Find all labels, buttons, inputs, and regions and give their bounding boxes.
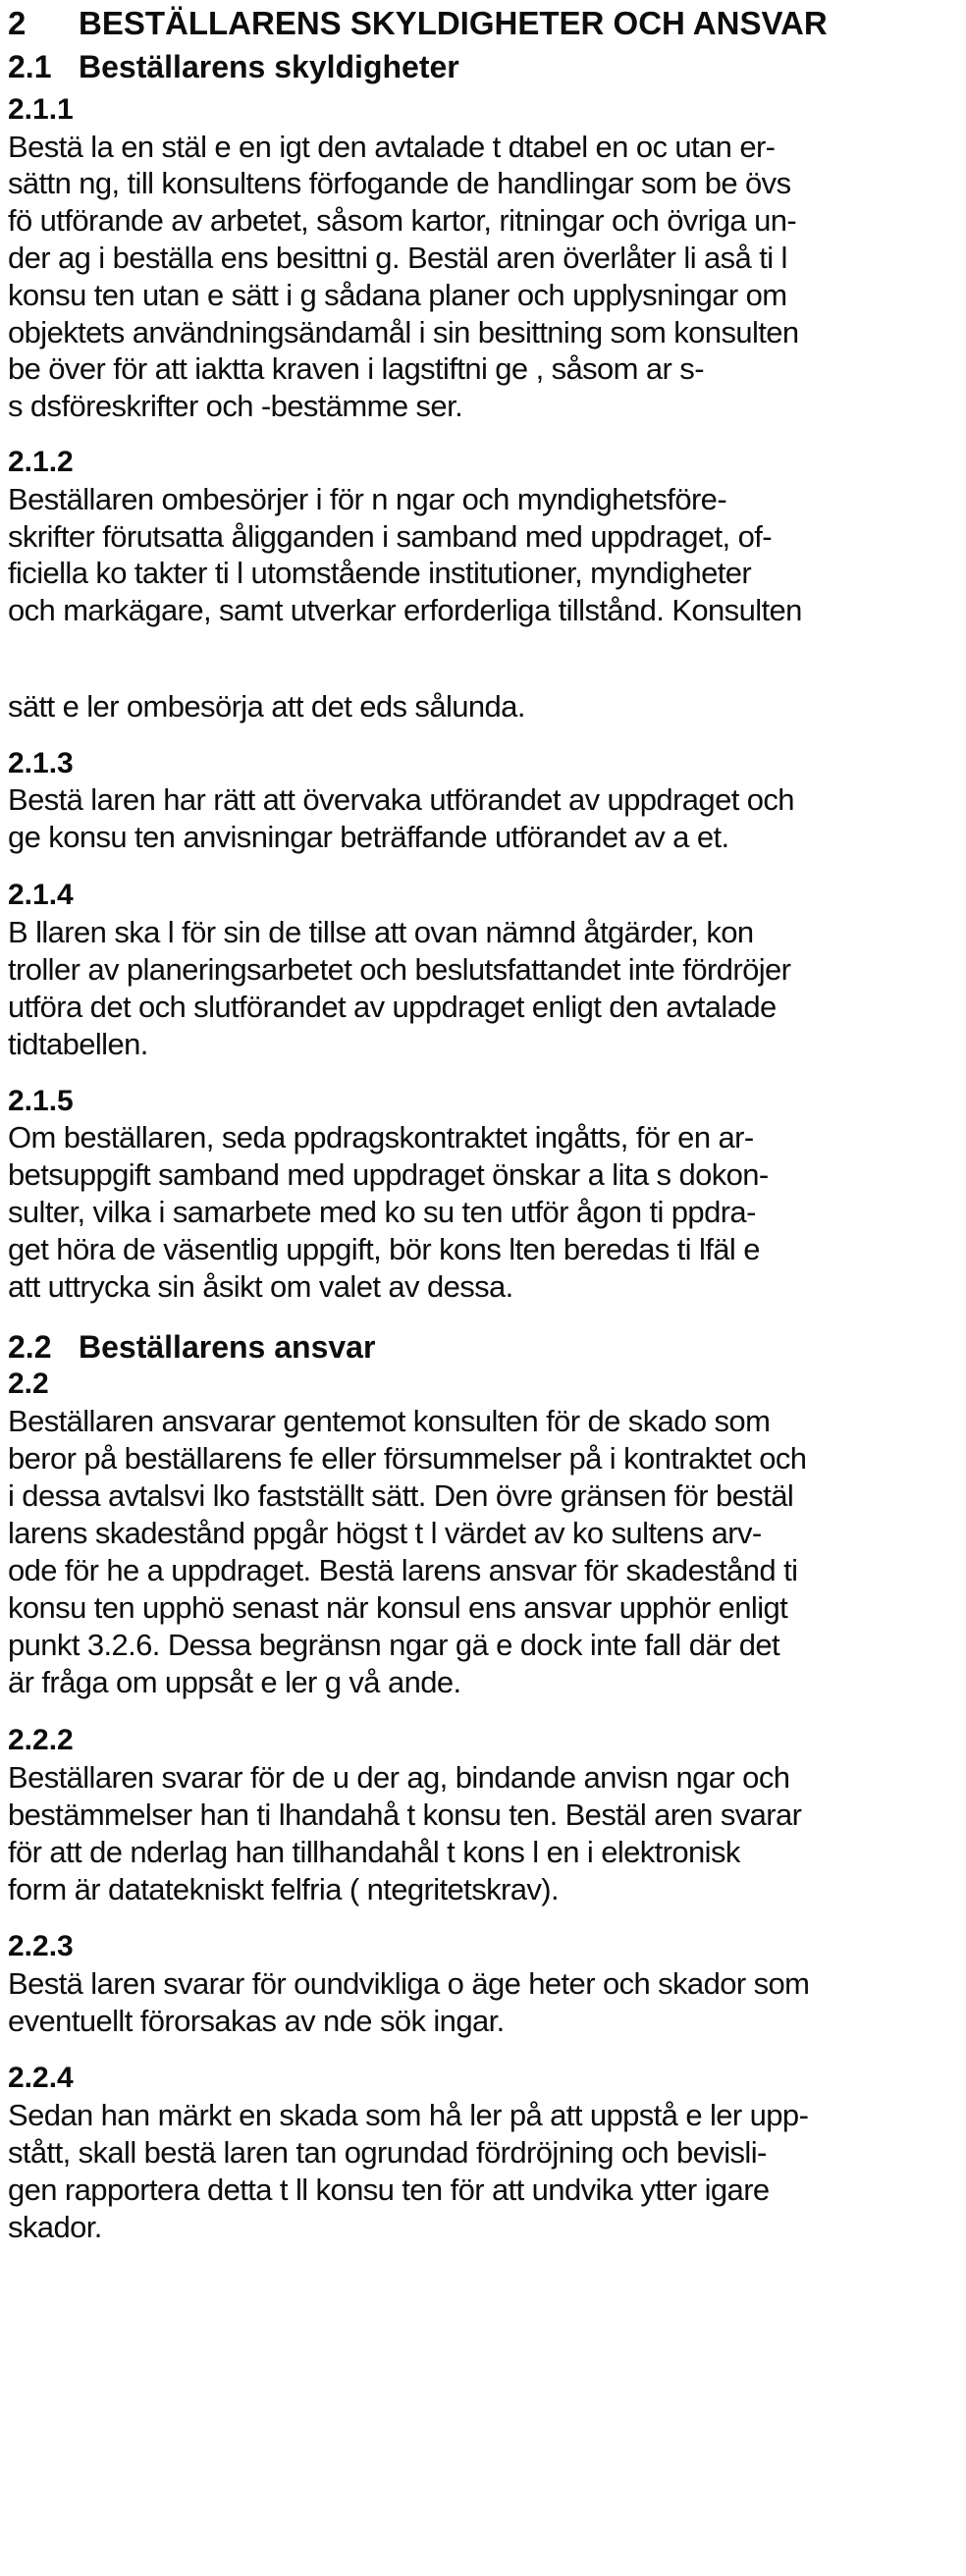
paragraph-line: der ag i beställa ens besittni g. Bestäl aren överlåter li aså ti l: [8, 241, 787, 275]
paragraph-number-2-1-3: 2.1.3: [8, 747, 74, 779]
paragraph-number-2-1-4: 2.1.4: [8, 879, 74, 911]
paragraph-line: ficiella ko takter ti l utomstående institutioner, myndigheter: [8, 556, 752, 590]
paragraph-line: fö utförande av arbetet, såsom kartor, ritningar och övriga un-: [8, 203, 797, 238]
subsection-number: 2.1: [8, 49, 52, 84]
paragraph-line: Om beställaren, seda ppdragskontraktet ingåtts, för en ar-: [8, 1120, 754, 1154]
paragraph-line: och markägare, samt utverkar erforderliga tillstånd. Konsulten: [8, 593, 802, 627]
paragraph-line: i dessa avtalsvi lko fastställt sätt. Den övre gränsen för bestäl: [8, 1478, 794, 1513]
paragraph-line: att uttrycka sin åsikt om valet av dessa.: [8, 1269, 513, 1304]
subsection-heading-2-2: [8, 1327, 375, 1367]
paragraph-line: beror på beställarens fe eller försummelser på i kontraktet och: [8, 1441, 807, 1476]
paragraph-number-2-2-2: 2.2.2: [8, 1724, 74, 1756]
paragraph-line: betsuppgift samband med uppdraget önskar a lita s dokon-: [8, 1157, 769, 1192]
paragraph-line: utföra det och slutförandet av uppdraget enligt den avtalade: [8, 990, 777, 1024]
paragraph-line: för att de nderlag han tillhandahål t kons l en i elektronisk: [8, 1835, 740, 1869]
paragraph-line: be över för att iaktta kraven i lagstiftni ge , såsom ar s-: [8, 351, 704, 386]
paragraph-line: Beställaren svarar för de u der ag, bindande anvisn ngar och: [8, 1760, 790, 1795]
subsection-number: 2.2: [8, 1329, 52, 1365]
paragraph-line: objektets användningsändamål i sin besittning som konsulten: [8, 315, 799, 349]
paragraph-line: skador.: [8, 2210, 102, 2244]
paragraph-line: Bestä laren har rätt att övervaka utförandet av uppdraget och: [8, 782, 794, 817]
paragraph-line: Sedan han märkt en skada som hå ler på att uppstå e ler upp-: [8, 2098, 809, 2132]
paragraph-line: gen rapportera detta t ll konsu ten för att undvika ytter igare: [8, 2173, 770, 2207]
paragraph-line: Beställaren ombesörjer i för n ngar och myndighetsföre-: [8, 482, 727, 516]
paragraph-number-2-1-1: 2.1.1: [8, 93, 74, 126]
paragraph-line: skrifter förutsatta åligganden i samband med uppdraget, of-: [8, 519, 772, 554]
paragraph-line: ode för he a uppdraget. Bestä larens ansvar för skadestånd ti: [8, 1553, 798, 1587]
paragraph-line: B llaren ska l för sin de tillse att ovan nämnd åtgärder, kon: [8, 915, 754, 949]
paragraph-line: sulter, vilka i samarbete med ko su ten utför ågon ti ppdra-: [8, 1195, 756, 1229]
paragraph-line: stått, skall bestä laren tan ogrundad fördröjning och bevisli-: [8, 2135, 767, 2170]
paragraph-line: troller av planeringsarbetet och beslutsfattandet inte fördröjer: [8, 952, 791, 987]
paragraph-line: tidtabellen.: [8, 1027, 148, 1061]
section-number: 2: [8, 5, 27, 41]
paragraph-number-2-1-2: 2.1.2: [8, 446, 74, 478]
section-heading: [8, 4, 828, 43]
paragraph-line: punkt 3.2.6. Dessa begränsn ngar gä e dock inte fall där det: [8, 1628, 780, 1662]
paragraph-line: konsu ten utan e sätt i g sådana planer och upplysningar om: [8, 278, 787, 312]
paragraph-line: bestämmelser han ti lhandahå t konsu ten. Bestäl aren svarar: [8, 1798, 802, 1832]
paragraph-number-2-1-5: 2.1.5: [8, 1085, 74, 1117]
paragraph-number-2-2-3: 2.2.3: [8, 1930, 74, 1962]
paragraph-number-2-2-1: 2.2: [8, 1368, 49, 1400]
paragraph-line: get höra de väsentlig uppgift, bör kons lten beredas ti lfäl e: [8, 1232, 760, 1266]
paragraph-line: Beställaren ansvarar gentemot konsulten för de skado som: [8, 1404, 771, 1438]
paragraph-line: Bestä la en stäl e en igt den avtalade t dtabel en oc utan er-: [8, 130, 776, 164]
paragraph-line: sättn ng, till konsultens förfogande de handlingar som be övs: [8, 166, 791, 200]
paragraph-line: larens skadestånd ppgår högst t l värdet av ko sultens arv-: [8, 1516, 762, 1550]
subsection-title: Beställarens skyldigheter: [79, 49, 459, 84]
paragraph-line: Bestä laren svarar för oundvikliga o äge heter och skador som: [8, 1966, 810, 2001]
subsection-heading-2-1: [8, 47, 459, 86]
paragraph-number-2-2-4: 2.2.4: [8, 2062, 74, 2094]
subsection-title: Beställarens ansvar: [79, 1329, 376, 1365]
paragraph-line: ge konsu ten anvisningar beträffande utförandet av a et.: [8, 820, 729, 854]
section-title: BESTÄLLARENS SKYLDIGHETER OCH ANSVAR: [79, 5, 828, 41]
paragraph-line: eventuellt förorsakas av nde sök ingar.: [8, 2004, 505, 2038]
paragraph-line: konsu ten upphö senast när konsul ens ansvar upphör enligt: [8, 1590, 788, 1625]
paragraph-line: s dsföreskrifter och -bestämme ser.: [8, 389, 463, 423]
paragraph-line: form är datatekniskt felfria ( ntegritetskrav).: [8, 1872, 559, 1906]
paragraph-line: är fråga om uppsåt e ler g vå ande.: [8, 1665, 461, 1699]
paragraph-line: sätt e ler ombesörja att det eds sålunda.: [8, 689, 525, 724]
